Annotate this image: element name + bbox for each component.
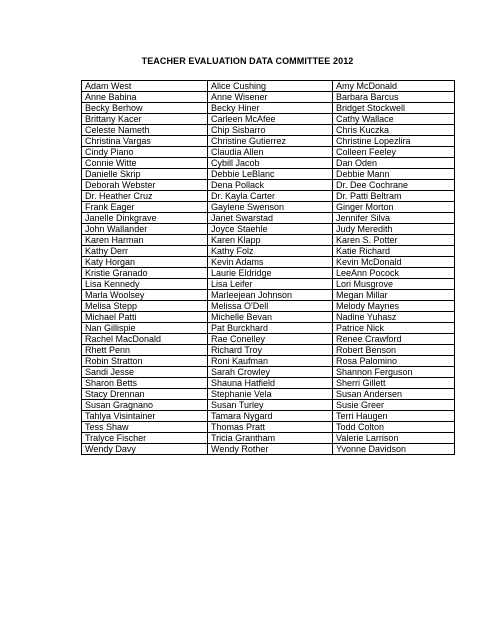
document-title: TEACHER EVALUATION DATA COMMITTEE 2012 [141, 56, 354, 66]
member-name-cell: Tess Shaw [82, 422, 208, 433]
table-row [82, 411, 455, 422]
table-row [82, 334, 455, 345]
member-name-cell: Becky Berhow [82, 103, 208, 114]
member-name-cell: Susie Greer [333, 400, 455, 411]
member-name-cell: Anne Wisener [208, 92, 333, 103]
member-name-cell: Connie Witte [82, 158, 208, 169]
member-name-cell: Cybill Jacob [208, 158, 333, 169]
member-name-cell: Rhett Penn [82, 345, 208, 356]
member-name-cell: Valerie Larrison [333, 433, 455, 444]
table-row [82, 235, 455, 246]
member-name-cell: Tralyce Fischer [82, 433, 208, 444]
member-name-cell: Karen Harman [82, 235, 208, 246]
member-name-cell: Bridget Stockwell [333, 103, 455, 114]
member-name-cell: Claudia Allen [208, 147, 333, 158]
member-name-cell: Karen Klapp [208, 235, 333, 246]
member-name-cell: John Wallander [82, 224, 208, 235]
member-name-cell: Pat Burckhard [208, 323, 333, 334]
member-name-cell: Rachel MacDonald [82, 334, 208, 345]
member-name-cell: Christina Vargas [82, 136, 208, 147]
table-row [82, 345, 455, 356]
member-name-cell: Melody Maynes [333, 301, 455, 312]
member-name-cell: Rae Conelley [208, 334, 333, 345]
member-name-cell: Carleen McAfee [208, 114, 333, 125]
member-name-cell: Tricia Grantham [208, 433, 333, 444]
member-name-cell: Amy McDonald [333, 81, 455, 92]
member-name-cell: Anne Babina [82, 92, 208, 103]
member-name-cell: Janelle Dinkgrave [82, 213, 208, 224]
committee-members-table-body [82, 81, 455, 455]
member-name-cell: Kristie Granado [82, 268, 208, 279]
member-name-cell: Cindy Piano [82, 147, 208, 158]
member-name-cell: Thomas Pratt [208, 422, 333, 433]
member-name-cell: Susan Turley [208, 400, 333, 411]
member-name-cell: Yvonne Davidson [333, 444, 455, 455]
member-name-cell: Shauna Hatfield [208, 378, 333, 389]
table-row [82, 257, 455, 268]
member-name-cell: Marleejean Johnson [208, 290, 333, 301]
member-name-cell: Brittany Kacer [82, 114, 208, 125]
member-name-cell: Terri Haugen [333, 411, 455, 422]
table-row [82, 290, 455, 301]
table-row [82, 81, 455, 92]
member-name-cell: Sandi Jesse [82, 367, 208, 378]
member-name-cell: Jennifer Silva [333, 213, 455, 224]
table-row [82, 378, 455, 389]
member-name-cell: Katy Horgan [82, 257, 208, 268]
member-name-cell: Chris Kuczka [333, 125, 455, 136]
member-name-cell: Shannon Ferguson [333, 367, 455, 378]
table-row [82, 400, 455, 411]
table-row [82, 268, 455, 279]
table-row [82, 323, 455, 334]
member-name-cell: Melissa O'Dell [208, 301, 333, 312]
member-name-cell: Sherri Gillett [333, 378, 455, 389]
member-name-cell: Barbara Barcus [333, 92, 455, 103]
member-name-cell: Nan Gillispie [82, 323, 208, 334]
member-name-cell: Judy Meredith [333, 224, 455, 235]
member-name-cell: Janet Swarstad [208, 213, 333, 224]
member-name-cell: LeeAnn Pocock [333, 268, 455, 279]
member-name-cell: Melisa Stepp [82, 301, 208, 312]
member-name-cell: Richard Troy [208, 345, 333, 356]
member-name-cell: Lori Musgrove [333, 279, 455, 290]
table-row [82, 444, 455, 455]
member-name-cell: Susan Gragnano [82, 400, 208, 411]
table-row [82, 367, 455, 378]
member-name-cell: Stephanie Vela [208, 389, 333, 400]
member-name-cell: Deborah Webster [82, 180, 208, 191]
table-row [82, 224, 455, 235]
member-name-cell: Debbie LeBlanc [208, 169, 333, 180]
member-name-cell: Robert Benson [333, 345, 455, 356]
member-name-cell: Tahlya Visintainer [82, 411, 208, 422]
table-row [82, 202, 455, 213]
member-name-cell: Stacy Drennan [82, 389, 208, 400]
member-name-cell: Debbie Mann [333, 169, 455, 180]
table-row [82, 147, 455, 158]
table-row [82, 389, 455, 400]
member-name-cell: Robin Stratton [82, 356, 208, 367]
member-name-cell: Rosa Palomino [333, 356, 455, 367]
member-name-cell: Roni Kaufman [208, 356, 333, 367]
member-name-cell: Kathy Folz [208, 246, 333, 257]
member-name-cell: Lisa Leifer [208, 279, 333, 290]
member-name-cell: Kathy Derr [82, 246, 208, 257]
member-name-cell: Colleen Feeley [333, 147, 455, 158]
member-name-cell: Kevin Adams [208, 257, 333, 268]
member-name-cell: Dan Oden [333, 158, 455, 169]
member-name-cell: Laurie Eldridge [208, 268, 333, 279]
table-row [82, 356, 455, 367]
table-row [82, 169, 455, 180]
member-name-cell: Adam West [82, 81, 208, 92]
member-name-cell: Wendy Rother [208, 444, 333, 455]
member-name-cell: Dr. Patti Beltram [333, 191, 455, 202]
member-name-cell: Todd Colton [333, 422, 455, 433]
member-name-cell: Renee Crawford [333, 334, 455, 345]
member-name-cell: Dena Pollack [208, 180, 333, 191]
table-row [82, 92, 455, 103]
member-name-cell: Dr. Kayla Carter [208, 191, 333, 202]
table-row [82, 180, 455, 191]
table-row [82, 213, 455, 224]
member-name-cell: Patrice Nick [333, 323, 455, 334]
table-row [82, 422, 455, 433]
member-name-cell: Tamara Nygard [208, 411, 333, 422]
member-name-cell: Wendy Davy [82, 444, 208, 455]
member-name-cell: Celeste Nameth [82, 125, 208, 136]
member-name-cell: Sharon Betts [82, 378, 208, 389]
member-name-cell: Susan Andersen [333, 389, 455, 400]
table-row [82, 125, 455, 136]
table-row [82, 301, 455, 312]
member-name-cell: Becky Hiner [208, 103, 333, 114]
table-row [82, 312, 455, 323]
member-name-cell: Ginger Morton [333, 202, 455, 213]
member-name-cell: Karen S. Potter [333, 235, 455, 246]
member-name-cell: Michelle Bevan [208, 312, 333, 323]
member-name-cell: Kevin McDonald [333, 257, 455, 268]
member-name-cell: Gaylene Swenson [208, 202, 333, 213]
member-name-cell: Dr. Dee Cochrane [333, 180, 455, 191]
member-name-cell: Alice Cushing [208, 81, 333, 92]
table-row [82, 279, 455, 290]
member-name-cell: Danielle Skrip [82, 169, 208, 180]
member-name-cell: Christine Gutierrez [208, 136, 333, 147]
member-name-cell: Chip Sisbarro [208, 125, 333, 136]
table-row [82, 136, 455, 147]
table-row [82, 433, 455, 444]
table-row [82, 103, 455, 114]
member-name-cell: Joyce Staehle [208, 224, 333, 235]
member-name-cell: Dr. Heather Cruz [82, 191, 208, 202]
member-name-cell: Marla Woolsey [82, 290, 208, 301]
table-row [82, 114, 455, 125]
member-name-cell: Katie Richard [333, 246, 455, 257]
member-name-cell: Megan Millar [333, 290, 455, 301]
member-name-cell: Frank Eager [82, 202, 208, 213]
member-name-cell: Sarah Crowley [208, 367, 333, 378]
member-name-cell: Cathy Wallace [333, 114, 455, 125]
member-name-cell: Lisa Kennedy [82, 279, 208, 290]
member-name-cell: Christine Lopezlira [333, 136, 455, 147]
table-row [82, 246, 455, 257]
member-name-cell: Michael Patti [82, 312, 208, 323]
member-name-cell: Nadine Yuhasz [333, 312, 455, 323]
table-row [82, 191, 455, 202]
committee-members-table [81, 80, 455, 455]
table-row [82, 158, 455, 169]
